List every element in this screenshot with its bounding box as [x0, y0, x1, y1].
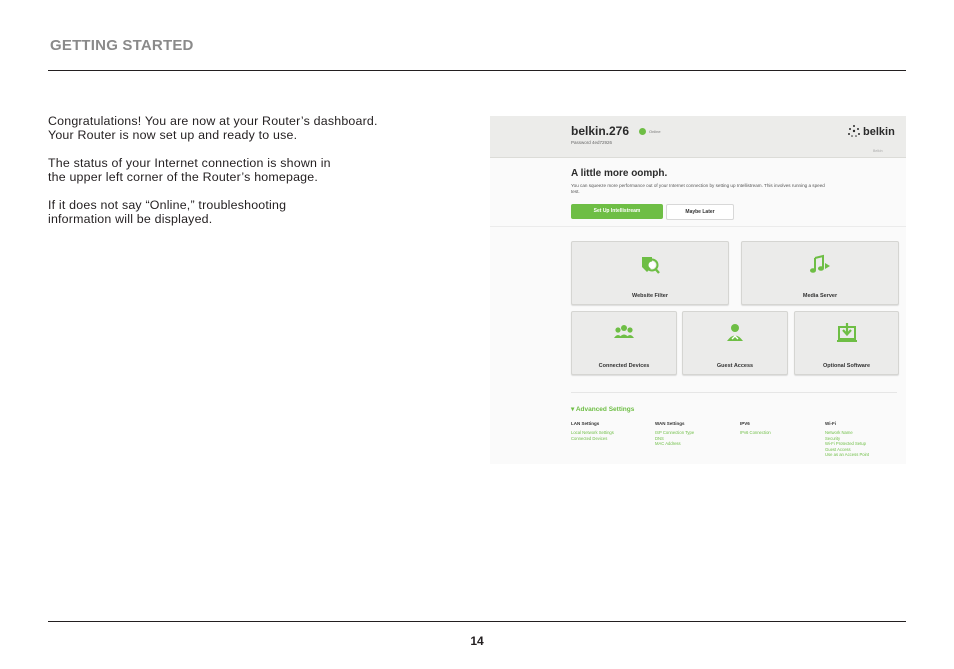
settings-link[interactable]: Use as an Access Point: [825, 452, 869, 457]
settings-link[interactable]: Guest Access: [825, 446, 851, 452]
website-filter-icon: [639, 254, 661, 276]
intro-paragraph-3: If it does not say “Online,” troubleshooting information will be displayed.: [48, 198, 287, 226]
settings-link[interactable]: MAC Address: [655, 441, 681, 446]
column-heading: LAN Settings: [571, 421, 600, 426]
router-name: belkin.276: [571, 124, 630, 138]
wifi-settings-column: [825, 421, 905, 458]
settings-link[interactable]: IPv6 Connection: [740, 430, 771, 435]
tile-media-server[interactable]: [741, 241, 899, 305]
wan-settings-column: [655, 421, 735, 447]
setup-intellistream-button[interactable]: Set Up Intellistream: [571, 204, 663, 219]
tile-website-filter[interactable]: [571, 241, 729, 305]
connected-devices-icon: [613, 322, 635, 344]
maybe-later-button[interactable]: Maybe Later: [666, 204, 734, 220]
tile-label: Website Filter: [632, 293, 668, 299]
tile-connected-devices[interactable]: [571, 311, 677, 375]
settings-link[interactable]: Local Network Settings: [571, 430, 614, 435]
router-password: Password 4ed72926: [571, 140, 613, 145]
brand-name: belkin: [863, 126, 895, 138]
promo-title: A little more oomph.: [571, 168, 668, 179]
tile-label: Optional Software: [822, 363, 871, 369]
tile-label: Guest Access: [716, 363, 754, 369]
footer-rule: [48, 621, 906, 622]
optional-software-icon: [836, 322, 858, 344]
intro-paragraph-2: The status of your Internet connection is shown in the upper left corner of the Router’s homepage.: [48, 156, 331, 184]
tile-guest-access[interactable]: [682, 311, 788, 375]
online-status-dot-icon: [639, 128, 646, 135]
column-heading: Wi-Fi: [825, 421, 836, 426]
online-status-text: Online: [649, 129, 661, 134]
advanced-settings-toggle[interactable]: ▾ Advanced Settings: [571, 406, 635, 413]
settings-link[interactable]: Security: [825, 435, 841, 441]
page-number: 14: [470, 634, 484, 648]
brand-small: Belkin: [873, 149, 883, 153]
ipv6-settings-column: [740, 421, 820, 436]
belkin-logo-icon: [846, 124, 862, 140]
promo-divider: [490, 226, 906, 227]
column-heading: IPV6: [740, 421, 750, 426]
settings-link[interactable]: DNS: [655, 435, 664, 441]
dashboard-header: [490, 116, 906, 158]
intro-paragraph-1: Congratulations! You are now at your Router’s dashboard. Your Router is now set up and ready to use.: [48, 114, 378, 142]
dashboard-screenshot: [490, 116, 906, 464]
settings-link[interactable]: ISP Connection Type: [655, 430, 695, 435]
guest-access-icon: [724, 322, 746, 344]
promo-text: You can squeeze more performance out of your Internet connection by setting up Intellistream. This involves running a speed test.: [571, 183, 825, 194]
tile-optional-software[interactable]: [794, 311, 899, 375]
intro-text: [48, 114, 428, 240]
advanced-divider: [571, 392, 897, 393]
settings-link[interactable]: Connected Devices: [571, 435, 608, 441]
media-server-icon: [809, 254, 831, 276]
column-heading: WAN Settings: [655, 421, 685, 426]
lan-settings-column: [571, 421, 651, 441]
tile-label: Media Server: [802, 293, 838, 299]
tile-label: Connected Devices: [598, 363, 650, 369]
header-rule: [48, 70, 906, 71]
settings-link[interactable]: Wi-Fi Protected Setup: [825, 441, 866, 446]
section-title: GETTING STARTED: [50, 37, 194, 54]
settings-link[interactable]: Network Name: [825, 430, 853, 435]
